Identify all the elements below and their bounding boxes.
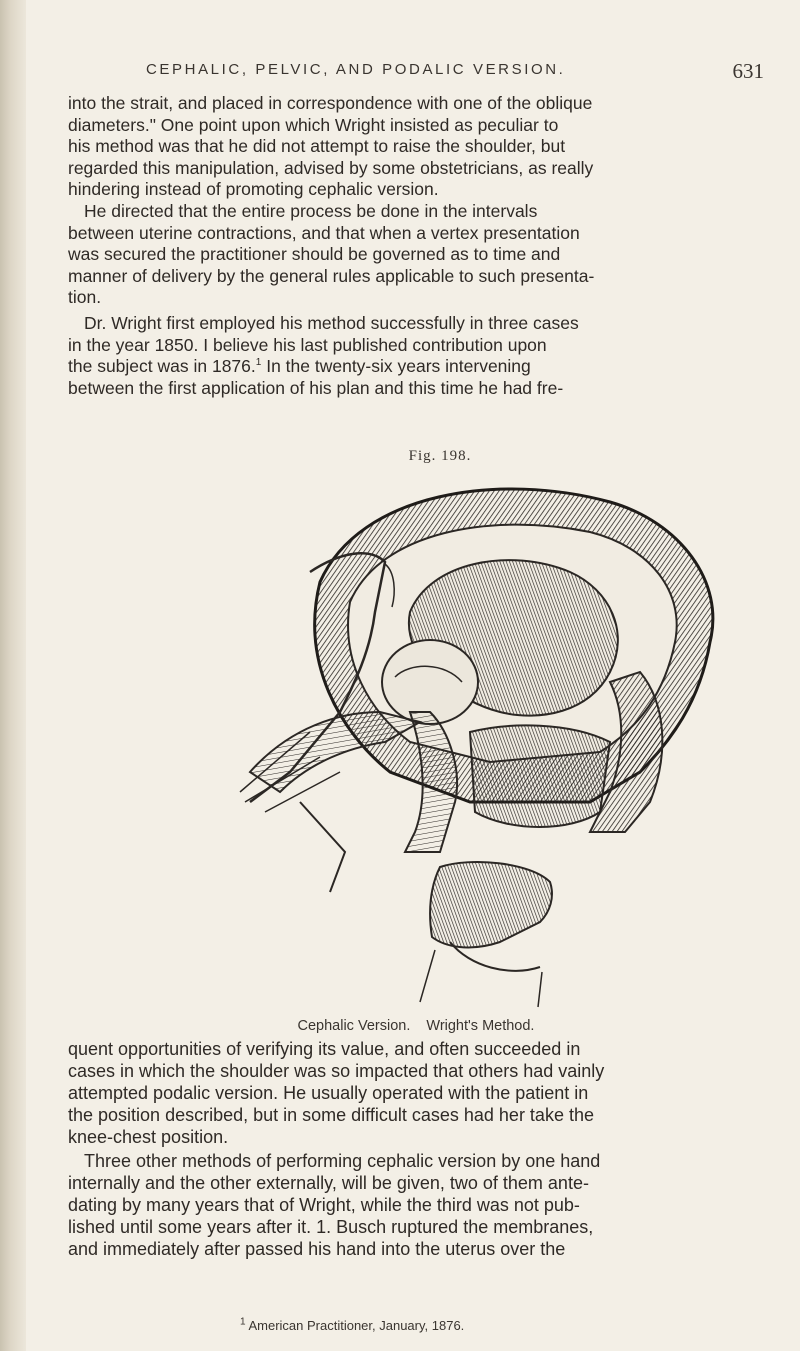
- text-line: manner of delivery by the general rules applicable to such presenta-: [68, 265, 595, 286]
- paragraph-3: [68, 313, 768, 399]
- text-line: between uterine contractions, and that when a vertex presentation: [68, 222, 580, 243]
- paragraph-4: [68, 1038, 768, 1148]
- text-line: between the first application of his plan and this time he had fre-: [68, 377, 564, 398]
- book-page: [60, 0, 772, 1351]
- paragraph-1: [68, 93, 768, 201]
- text-line: dating by many years that of Wright, while the third was not pub-: [68, 1195, 580, 1216]
- text-fragment: the subject was in 1876.: [68, 356, 256, 377]
- text-line: in the year 1850. I believe his last published contribution upon: [68, 334, 547, 355]
- text-line: into the strait, and placed in correspondence with one of the oblique: [68, 93, 593, 113]
- footnote-text: American Practitioner, January, 1876.: [248, 1318, 465, 1333]
- text-line: Three other methods of performing cephalic version by one hand: [84, 1151, 601, 1171]
- footnote-marker: 1: [240, 1316, 246, 1328]
- running-title: CEPHALIC, PELVIC, AND PODALIC VERSION.: [146, 61, 566, 78]
- caption-method: Wright's Method.: [426, 1018, 535, 1034]
- paragraph-5: [68, 1150, 768, 1260]
- text-fragment: In the twenty-six years intervening: [266, 356, 531, 377]
- sacrum: [430, 862, 552, 947]
- text-line: regarded this manipulation, advised by some obstetricians, as really: [68, 157, 594, 178]
- text-line: quent opportunities of verifying its value, and often succeeded in: [68, 1039, 581, 1059]
- cephalic-version-illustration: [170, 472, 750, 1017]
- footnote-reference: 1: [255, 357, 262, 369]
- text-line: internally and the other externally, will be given, two of them ante-: [68, 1173, 589, 1194]
- figure-label: Fig. 198.: [408, 448, 472, 464]
- text-line: [68, 356, 768, 378]
- pelvic-floor: [470, 725, 610, 827]
- running-head: [146, 55, 772, 91]
- text-line: cases in which the shoulder was so impacted that others had vainly: [68, 1061, 605, 1082]
- text-line: lished until some years after it. 1. Busch ruptured the membranes,: [68, 1217, 594, 1238]
- figure-caption: [60, 1018, 772, 1034]
- text-line: Dr. Wright first employed his method successfully in three cases: [84, 313, 579, 333]
- text-line: diameters." One point upon which Wright insisted as peculiar to: [68, 114, 559, 135]
- text-line: knee-chest position.: [68, 1127, 229, 1148]
- text-line: tion.: [68, 287, 102, 308]
- paragraph-2: [68, 201, 768, 309]
- text-line: attempted podalic version. He usually operated with the patient in: [68, 1083, 589, 1104]
- text-line: his method was that he did not attempt to raise the shoulder, but: [68, 136, 566, 157]
- text-line: the position described, but in some difficult cases had her take the: [68, 1105, 594, 1126]
- text-line: hindering instead of promoting cephalic version.: [68, 179, 439, 200]
- book-spine-shadow: [0, 0, 26, 1351]
- page-number: 631: [732, 59, 764, 83]
- caption-title: Cephalic Version.: [297, 1018, 411, 1034]
- text-line: He directed that the entire process be done in the intervals: [84, 201, 538, 221]
- footnote: [240, 1318, 464, 1333]
- text-line: and immediately after passed his hand into the uterus over the: [68, 1239, 566, 1260]
- text-line: was secured the practitioner should be governed as to time and: [68, 244, 561, 265]
